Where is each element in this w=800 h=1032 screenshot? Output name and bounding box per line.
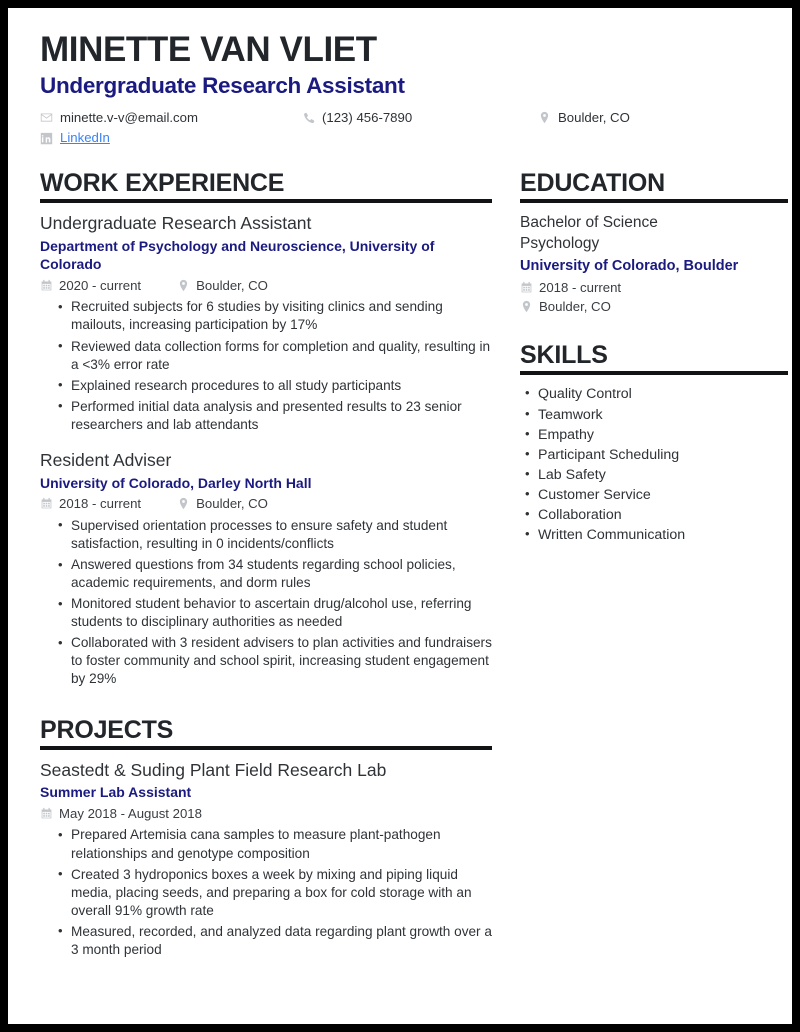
list-item: • Collaboration [538, 505, 788, 525]
bullet-item: • Monitored student behavior to ascertain drug/alcohol use, referring students to disciplinary authorities as needed [71, 595, 492, 631]
project-entry-title: Seastedt & Suding Plant Field Research Lab [40, 759, 387, 780]
contact-location [538, 110, 760, 126]
skills-heading: SKILLS [520, 341, 608, 370]
work-entry-meta [40, 496, 492, 512]
work-entry-dates [40, 278, 141, 294]
work-entry-dates-text: 2020 - current [59, 277, 142, 293]
candidate-job-title: Undergraduate Research Assistant [40, 73, 405, 99]
work-entry [40, 213, 492, 434]
bullet-item: • Recruited subjects for 6 studies by visiting clinics and sending mailouts, increasing participation by 17% [71, 298, 492, 334]
work-entry-location [177, 278, 268, 294]
project-entry-role: Summer Lab Assistant [40, 784, 192, 801]
work-entry-dates [40, 496, 141, 512]
projects-heading: PROJECTS [40, 715, 174, 744]
resume-page [8, 8, 792, 1024]
project-entry-bullets [40, 826, 492, 959]
project-entry-dates-text: May 2018 - August 2018 [59, 805, 202, 821]
list-item: • Lab Safety [538, 465, 788, 485]
project-entry-meta [40, 806, 492, 822]
contact-linkedin[interactable] [40, 130, 302, 146]
work-entry-location [177, 496, 268, 512]
work-entry-bullets [40, 298, 492, 434]
education-dates-text: 2018 - current [539, 279, 622, 295]
work-entry-location-text: Boulder, CO [196, 496, 268, 512]
work-entry-organization: University of Colorado, Darley North Hall [40, 474, 312, 491]
bullet-item: • Created 3 hydroponics boxes a week by mixing and piping liquid media, placing seeds, and preparing a box for cold storage with an overall 91% growth rate [71, 866, 492, 920]
work-entry [40, 450, 492, 689]
bullet-item: • Performed initial data analysis and presented results to 23 senior researchers and lab attendants [71, 398, 492, 434]
resume-header [40, 30, 760, 146]
education-degree: Bachelor of Science [520, 214, 658, 232]
list-item: • Quality Control [538, 384, 788, 404]
education-dates [520, 280, 788, 296]
calendar-icon [40, 497, 53, 510]
candidate-name: MINETTE VAN VLIET [40, 30, 377, 69]
work-entry-title: Resident Adviser [40, 449, 172, 470]
project-entry [40, 760, 492, 959]
calendar-icon [520, 281, 533, 294]
bullet-item: • Collaborated with 3 resident advisers to plan activities and fundraisers to foster community and school spirit, increasing student engagement by 29% [71, 634, 492, 688]
education-entry [520, 213, 788, 314]
work-entry-dates-text: 2018 - current [59, 496, 142, 512]
list-item: • Written Communication [538, 525, 788, 545]
list-item: • Teamwork [538, 405, 788, 425]
bullet-item: • Answered questions from 34 students regarding school policies, academic requirements, and dorm rules [71, 556, 492, 592]
project-entry-dates [40, 806, 202, 822]
bullet-item: • Explained research procedures to all study participants [71, 377, 492, 395]
list-item: • Customer Service [538, 485, 788, 505]
email-icon [40, 111, 53, 124]
calendar-icon [40, 807, 53, 820]
section-divider [520, 199, 788, 203]
contact-location-text: Boulder, CO [558, 109, 630, 125]
right-column [520, 170, 788, 545]
work-entry-organization: Department of Psychology and Neuroscience, University of Colorado [40, 238, 435, 273]
list-item: • Participant Scheduling [538, 445, 788, 465]
linkedin-link[interactable]: LinkedIn [60, 130, 110, 146]
location-icon [177, 279, 190, 292]
section-divider [520, 371, 788, 375]
section-work-experience [40, 170, 492, 688]
bullet-item: • Prepared Artemisia cana samples to measure plant-pathogen relationships and genotype composition [71, 826, 492, 862]
calendar-icon [40, 279, 53, 292]
section-divider [40, 199, 492, 203]
education-location [520, 299, 788, 315]
education-field: Psychology [520, 235, 600, 253]
contact-phone-text: (123) 456-7890 [322, 109, 413, 125]
work-entry-meta [40, 278, 492, 294]
bullet-item: • Supervised orientation processes to ensure safety and student satisfaction, resulting in 0 incidents/conflicts [71, 517, 492, 553]
skills-list [520, 384, 788, 545]
location-icon [538, 111, 551, 124]
contact-email [40, 110, 302, 126]
contact-details [40, 110, 760, 147]
work-entry-location-text: Boulder, CO [196, 277, 268, 293]
education-school: University of Colorado, Boulder [520, 257, 739, 274]
list-item: • Empathy [538, 425, 788, 445]
phone-icon [302, 111, 315, 124]
work-experience-heading: WORK EXPERIENCE [40, 169, 285, 198]
work-entry-bullets [40, 517, 492, 689]
education-location-text: Boulder, CO [539, 298, 611, 314]
section-divider [40, 746, 492, 750]
left-column [40, 170, 492, 962]
section-education [520, 170, 788, 314]
contact-phone [302, 110, 538, 126]
section-projects [40, 717, 492, 959]
work-entry-title: Undergraduate Research Assistant [40, 213, 312, 234]
location-icon [177, 497, 190, 510]
section-skills [520, 342, 788, 545]
bullet-item: • Measured, recorded, and analyzed data regarding plant growth over a 3 month period [71, 923, 492, 959]
contact-email-text: minette.v-v@email.com [60, 109, 198, 125]
education-meta [520, 280, 788, 315]
location-icon [520, 300, 533, 313]
linkedin-icon [40, 132, 53, 145]
bullet-item: • Reviewed data collection forms for completion and quality, resulting in a <3% error rate [71, 338, 492, 374]
education-heading: EDUCATION [520, 169, 665, 198]
